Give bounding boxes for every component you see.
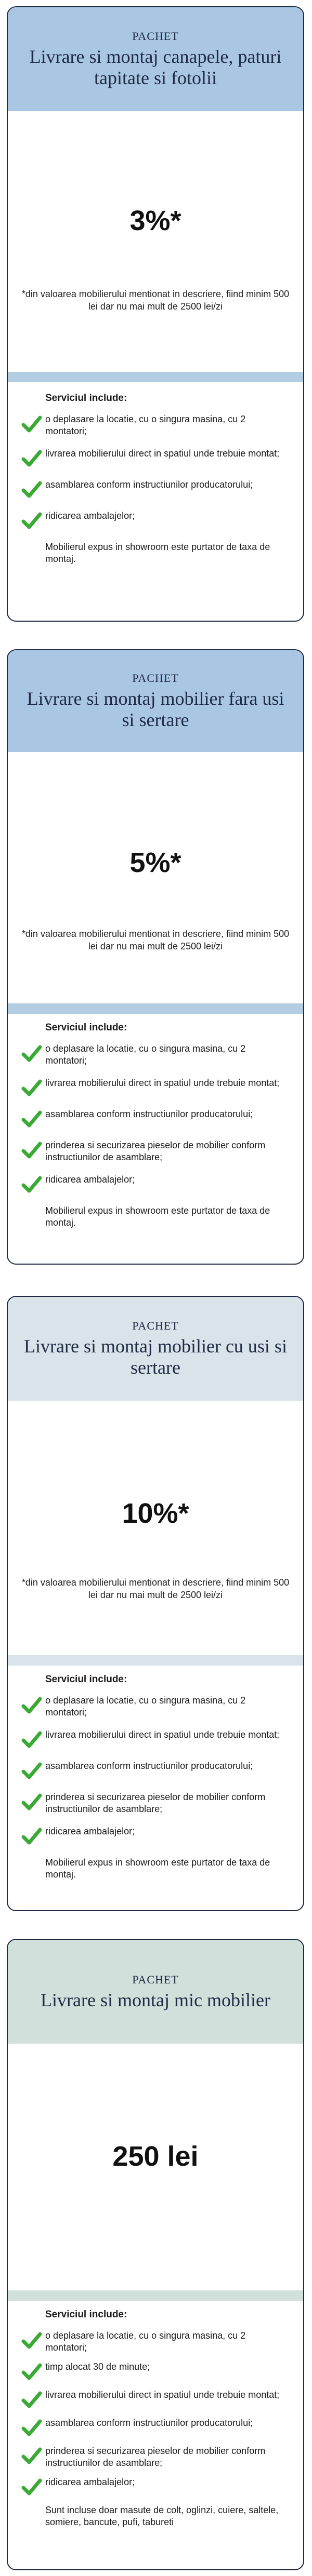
service-text: asamblarea conform instructiunilor producatorului;	[45, 1761, 253, 1771]
services-title: Serviciul include:	[45, 1674, 127, 1685]
checkmark-icon	[21, 2362, 42, 2382]
service-text: livrarea mobilierului direct in spatiul unde trebuie montat;	[45, 1078, 280, 1088]
package-price: 5%*	[129, 847, 181, 878]
checkmark-icon	[21, 1827, 42, 1846]
service-item	[21, 2361, 290, 2382]
price-note: *din valoarea mobilierului mentionat in descriere, fiind minim 500 lei dar nu mai mult de 2500 lei/zi	[21, 1577, 290, 1600]
package-label: PACHET	[132, 1973, 179, 1986]
package-label: PACHET	[132, 672, 179, 685]
service-text: timp alocat 30 de minute;	[45, 2362, 150, 2372]
service-item	[21, 2330, 290, 2354]
service-item	[21, 479, 290, 500]
service-text: asamblarea conform instructiunilor producatorului;	[45, 479, 253, 490]
divider	[8, 1655, 303, 1666]
services-section	[8, 1666, 303, 1881]
service-item	[21, 2445, 290, 2469]
package-card-4	[7, 1939, 304, 2570]
package-price: 250 lei	[112, 2141, 199, 2172]
services-footer: Mobilierul expus in showroom este purtator de taxa de montaj.	[45, 542, 270, 564]
checkmark-icon	[21, 2477, 42, 2497]
package-card-2	[7, 649, 304, 1265]
package-label: PACHET	[132, 1319, 179, 1332]
package-title: Livrare si montaj mic mobilier	[41, 1989, 270, 2010]
service-text: livrarea mobilierului direct in spatiul unde trebuie montat;	[45, 2390, 280, 2400]
package-title: Livrare si montaj mobilier fara usi si sertare	[27, 688, 284, 730]
service-item	[21, 2417, 290, 2438]
services-footer: Mobilierul expus in showroom este purtator de taxa de montaj.	[45, 1857, 270, 1880]
service-item	[21, 1791, 290, 1815]
checkmark-icon	[21, 449, 42, 468]
services-footer: Sunt incluse doar masute de colt, oglinzi, cuiere, saltele, somiere, bancute, pufi, tabureti	[45, 2505, 279, 2527]
checkmark-icon	[21, 2331, 42, 2351]
service-item	[21, 1826, 290, 1846]
price-note: *din valoarea mobilierului mentionat in descriere, fiind minim 500 lei dar nu mai mult de 2500 lei/zi	[21, 929, 290, 951]
services-title: Serviciul include:	[45, 2309, 127, 2320]
services-footer: Mobilierul expus in showroom este purtator de taxa de montaj.	[45, 1205, 270, 1228]
package-header	[8, 1297, 303, 1401]
checkmark-icon	[21, 1141, 42, 1160]
checkmark-icon	[21, 2390, 42, 2410]
service-text: asamblarea conform instructiunilor producatorului;	[45, 2418, 253, 2428]
service-text: ridicarea ambalajelor;	[45, 511, 135, 521]
services-section	[8, 382, 303, 565]
service-item	[21, 1760, 290, 1781]
service-item	[21, 1108, 290, 1129]
service-item	[21, 1174, 290, 1195]
checkmark-icon	[21, 2446, 42, 2466]
service-text: prinderea si securizarea pieselor de mobilier conform instructiunilor de asamblare;	[45, 1792, 266, 1814]
package-card-1	[7, 6, 304, 622]
service-text: prinderea si securizarea pieselor de mobilier conform instructiunilor de asamblare;	[45, 2446, 266, 2468]
service-text: ridicarea ambalajelor;	[45, 1826, 135, 1836]
price-area	[8, 752, 303, 1003]
services-title: Serviciul include:	[45, 393, 127, 404]
checkmark-icon	[21, 414, 42, 434]
price-area	[8, 111, 303, 372]
package-price: 10%*	[122, 1498, 189, 1529]
package-label: PACHET	[132, 30, 179, 43]
price-note: *din valoarea mobilierului mentionat in descriere, fiind minim 500 lei dar nu mai mult de 2500 lei/zi	[21, 289, 290, 312]
service-text: o deplasare la locatie, cu o singura masina, cu 2 montatori;	[45, 1695, 246, 1718]
service-text: o deplasare la locatie, cu o singura masina, cu 2 montatori;	[45, 414, 246, 436]
package-header	[8, 1940, 303, 2044]
service-text: o deplasare la locatie, cu o singura masina, cu 2 montatori;	[45, 1043, 246, 1066]
services-section	[8, 2301, 303, 2528]
service-text: asamblarea conform instructiunilor producatorului;	[45, 1109, 253, 1119]
checkmark-icon	[21, 480, 42, 500]
package-title: Livrare si montaj canapele, paturi tapitate si fotolii	[29, 46, 282, 88]
checkmark-icon	[21, 2418, 42, 2438]
service-item	[21, 1139, 290, 1163]
checkmark-icon	[21, 1109, 42, 1129]
service-item	[21, 1695, 290, 1719]
divider	[8, 372, 303, 382]
package-price: 3%*	[129, 205, 181, 236]
service-item	[21, 510, 290, 531]
package-header	[8, 650, 303, 752]
divider	[8, 2290, 303, 2301]
services-section	[8, 1014, 303, 1229]
checkmark-icon	[21, 1730, 42, 1750]
service-item	[21, 1729, 290, 1750]
service-item	[21, 2389, 290, 2410]
checkmark-icon	[21, 1696, 42, 1715]
services-title: Serviciul include:	[45, 1022, 127, 1033]
service-item	[21, 1043, 290, 1067]
service-text: o deplasare la locatie, cu o singura masina, cu 2 montatori;	[45, 2330, 246, 2353]
checkmark-icon	[21, 1044, 42, 1064]
service-text: livrarea mobilierului direct in spatiul unde trebuie montat;	[45, 448, 280, 459]
service-item	[21, 2476, 290, 2497]
package-card-3	[7, 1296, 304, 1911]
service-text: ridicarea ambalajelor;	[45, 1174, 135, 1185]
package-header	[8, 7, 303, 111]
package-title: Livrare si montaj mobilier cu usi si sertare	[24, 1336, 287, 1378]
service-text: livrarea mobilierului direct in spatiul unde trebuie montat;	[45, 1729, 280, 1740]
service-text: prinderea si securizarea pieselor de mobilier conform instructiunilor de asamblare;	[45, 1140, 266, 1162]
checkmark-icon	[21, 511, 42, 531]
service-item	[21, 413, 290, 437]
service-text: ridicarea ambalajelor;	[45, 2477, 135, 2487]
service-item	[21, 448, 290, 468]
service-item	[21, 1077, 290, 1098]
checkmark-icon	[21, 1175, 42, 1195]
price-area	[8, 2044, 303, 2290]
checkmark-icon	[21, 1078, 42, 1098]
checkmark-icon	[21, 1792, 42, 1812]
checkmark-icon	[21, 1761, 42, 1781]
price-area	[8, 1401, 303, 1655]
divider	[8, 1003, 303, 1014]
